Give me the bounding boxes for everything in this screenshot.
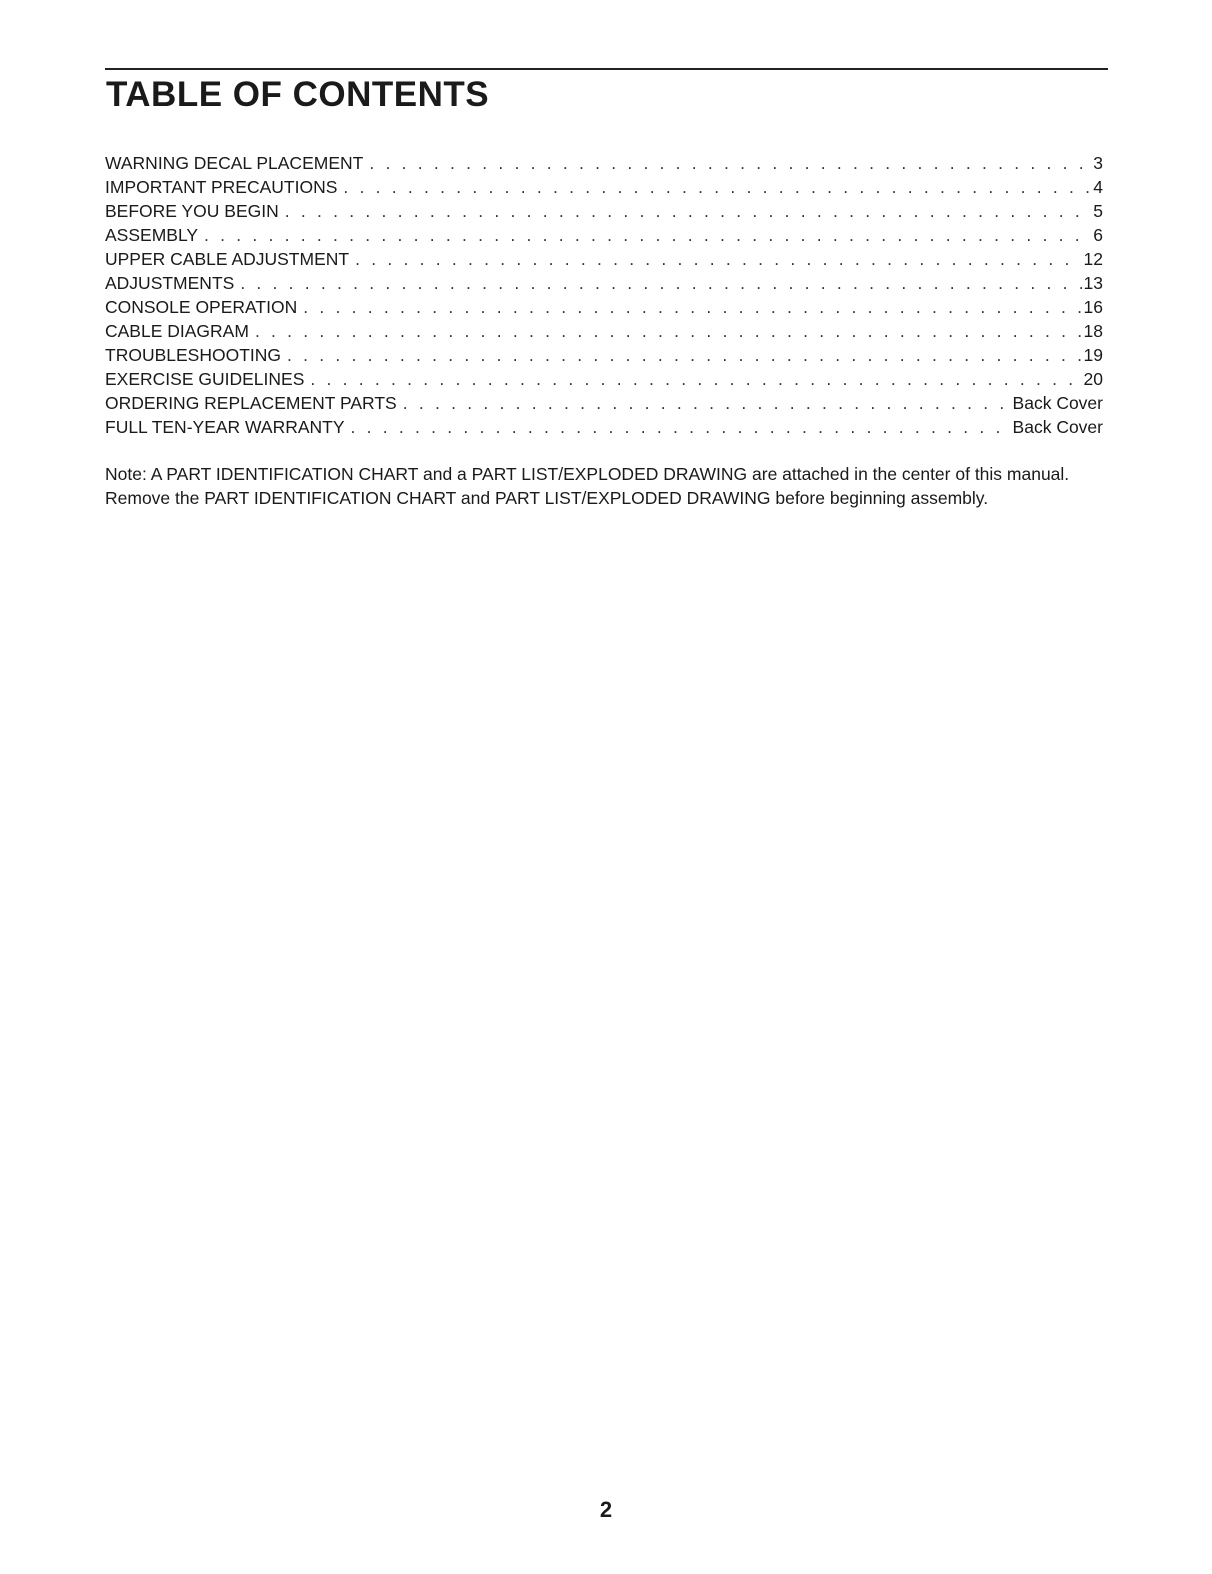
toc-entry-label: ASSEMBLY <box>105 225 199 245</box>
toc-entry-page: Back Cover <box>1012 393 1103 413</box>
toc-entry-assembly <box>105 223 1103 247</box>
toc-entry-important-precautions <box>105 175 1103 199</box>
dot-leader <box>204 223 1091 247</box>
toc-entry-console-operation <box>105 295 1103 319</box>
assembly-note: Note: A PART IDENTIFICATION CHART and a PART LIST/EXPLODED DRAWING are attached in the center of this manual. Remove the PART IDENTIFICATION CHART and PART LIST/EXPLODED DRAWING before beginning assembly. <box>105 464 1070 508</box>
toc-entry-adjustments <box>105 271 1103 295</box>
toc-entry-label: TROUBLESHOOTING <box>105 345 281 365</box>
dot-leader <box>355 247 1081 271</box>
dot-leader <box>310 367 1081 391</box>
toc-entry-page: 12 <box>1083 249 1103 269</box>
dot-leader <box>351 415 1011 439</box>
toc-entry-label: WARNING DECAL PLACEMENT <box>105 153 364 173</box>
toc-entry-page: Back Cover <box>1012 417 1103 437</box>
toc-entry-page: 3 <box>1093 153 1103 173</box>
toc-entry-exercise-guidelines <box>105 367 1103 391</box>
toc-entry-troubleshooting <box>105 343 1103 367</box>
page-title: TABLE OF CONTENTS <box>106 75 490 114</box>
toc-entry-label: ADJUSTMENTS <box>105 273 235 293</box>
dot-leader <box>255 319 1082 343</box>
toc-entry-label: FULL TEN-YEAR WARRANTY <box>105 417 345 437</box>
dot-leader <box>343 175 1091 199</box>
toc-entry-label: IMPORTANT PRECAUTIONS <box>105 177 338 197</box>
toc-entry-label: BEFORE YOU BEGIN <box>105 201 279 221</box>
dot-leader <box>303 295 1081 319</box>
dot-leader <box>240 271 1081 295</box>
dot-leader <box>287 343 1082 367</box>
toc-entry-page: 13 <box>1083 273 1103 293</box>
toc-entry-label: ORDERING REPLACEMENT PARTS <box>105 393 397 413</box>
title-rule <box>105 68 1108 70</box>
dot-leader <box>285 199 1092 223</box>
toc-entry-ordering-replacement-parts <box>105 391 1103 415</box>
toc-entry-page: 16 <box>1083 297 1103 317</box>
toc-entry-page: 20 <box>1083 369 1103 389</box>
toc-entry-label: CABLE DIAGRAM <box>105 321 249 341</box>
toc-entry-upper-cable-adjustment <box>105 247 1103 271</box>
toc-entry-warning-decal-placement <box>105 151 1103 175</box>
toc-entry-page: 4 <box>1093 177 1103 197</box>
toc-entry-label: CONSOLE OPERATION <box>105 297 298 317</box>
toc-entry-page: 18 <box>1083 321 1103 341</box>
page-number: 2 <box>599 1497 613 1522</box>
toc-entry-page: 6 <box>1093 225 1103 245</box>
toc-entry-label: UPPER CABLE ADJUSTMENT <box>105 249 350 269</box>
dot-leader <box>403 391 1011 415</box>
toc-entry-page: 19 <box>1083 345 1103 365</box>
toc-entry-full-ten-year-warranty <box>105 415 1103 439</box>
table-of-contents <box>105 151 1103 439</box>
toc-entry-before-you-begin <box>105 199 1103 223</box>
toc-entry-label: EXERCISE GUIDELINES <box>105 369 305 389</box>
dot-leader <box>369 151 1091 175</box>
toc-entry-cable-diagram <box>105 319 1103 343</box>
toc-entry-page: 5 <box>1093 201 1103 221</box>
